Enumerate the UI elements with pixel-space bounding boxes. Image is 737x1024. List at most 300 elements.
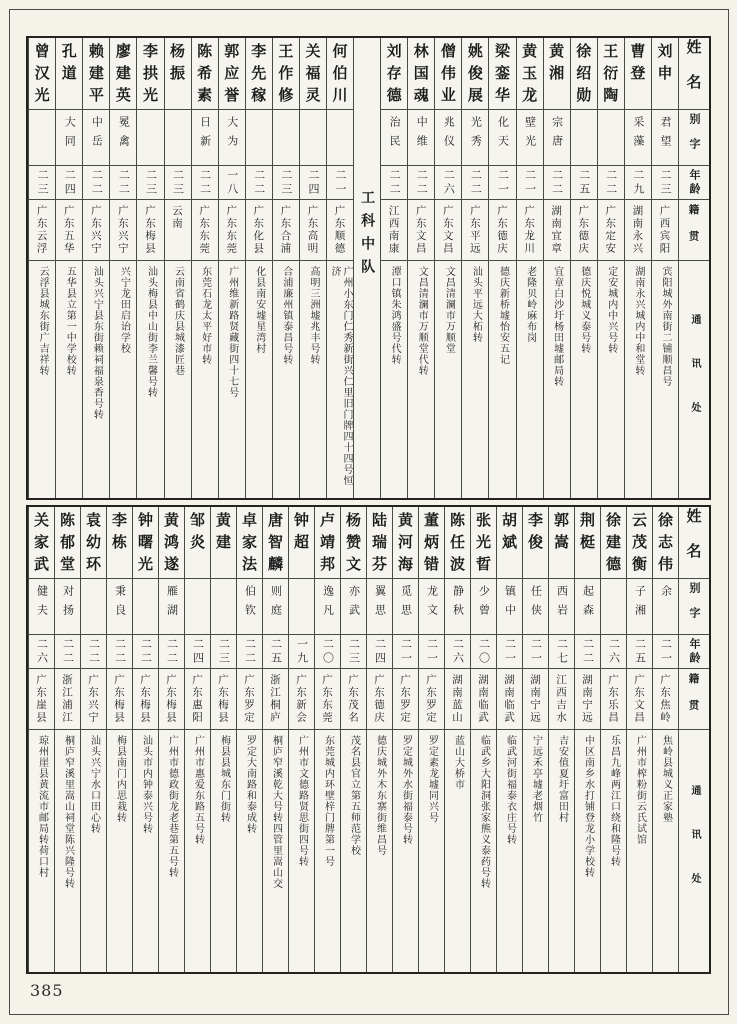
entry-name [445,507,470,579]
entry-address [523,730,548,972]
header-column [678,38,709,498]
entry-age [110,166,136,200]
entry-column [418,507,444,972]
entry-name [408,38,434,110]
entry-age-text: 二三 [658,168,672,197]
entry-age [393,635,418,669]
entry-age [81,635,106,669]
entry-name [367,507,392,579]
entry-native-place [211,669,236,730]
entry-column [314,507,340,972]
entry-column [132,507,158,972]
entry-name-text: 孔道 [59,43,78,87]
entry-alias [544,110,570,166]
entry-address-text: 湖南永兴城内中和堂转 [632,266,644,376]
entry-address-text: 文昌清澜市万顺堂 [443,266,455,354]
header-name-text: 姓名 [684,38,703,109]
entry-age [29,166,55,200]
entry-native-place-text: 广东德庆 [495,205,508,255]
entry-native-place-text: 广东合浦 [279,205,292,255]
entry-column [288,507,314,972]
entry-column [407,38,434,498]
entry-age-text: 一八 [225,168,239,197]
entry-native-place-text: 江西南康 [387,205,400,255]
entry-column [326,38,353,498]
entry-native-place [419,669,444,730]
entry-name-text: 王衍陶 [601,43,620,109]
entry-name [263,507,288,579]
entry-address-text: 高明三洲墟兆丰号转 [307,266,319,365]
entry-column [54,507,80,972]
entry-name-text: 徐志伟 [656,512,674,578]
entry-address-text: 老隆贝岭麻布岗 [524,266,536,343]
entry-name [55,507,80,579]
entry-name-text: 云茂衡 [630,512,648,578]
entry-alias [549,579,574,635]
entry-name-text: 荆梃 [578,512,596,556]
entry-age-text: 二六 [451,637,465,666]
entry-name-text: 胡斌 [500,512,518,556]
entry-alias [211,579,236,635]
entry-native-place-text: 湖南临武 [503,674,515,724]
entry-age-text: 二二 [243,637,257,666]
entry-name-text: 姚俊展 [465,43,484,109]
entry-native-place [300,200,326,261]
entry-age [133,635,158,669]
entry-alias [575,579,600,635]
entry-address [29,730,54,972]
entry-column [366,507,392,972]
entry-name [289,507,314,579]
entry-native-place-text: 湖南宁远 [529,674,541,724]
entry-age-text: 二一 [496,168,510,197]
header-address-text: 通讯处 [689,313,700,446]
entry-age-text: 二三 [144,168,158,197]
entry-name [83,38,109,110]
entry-alias [315,579,340,635]
header-native-place [679,669,709,730]
entry-address [289,730,314,972]
entry-address-text: 乐昌九峰两江口绕和隆号转 [608,735,620,867]
entry-alias [192,110,218,166]
entry-name-text: 林国魂 [411,43,430,109]
entry-native-place-text: 广东兴宁 [89,205,102,255]
entry-address [652,261,678,498]
entry-address-text: 广州维新路贤藏街四十七号 [226,266,238,398]
entry-name [419,507,444,579]
entry-name [549,507,574,579]
entry-age-text: 二五 [633,637,647,666]
entry-age-text: 二一 [425,637,439,666]
entry-alias [137,110,163,166]
entry-alias [29,579,54,635]
entry-name-text: 何伯川 [330,43,349,109]
entry-name [489,38,515,110]
entry-age [489,166,515,200]
entry-column [262,507,288,972]
entry-column [444,507,470,972]
entry-address-text: 桐庐窄溪乾大号转四管里嵩山交 [270,735,282,889]
entry-native-place-text: 广东梅县 [113,674,125,724]
entry-address [489,261,515,498]
entry-native-place-text: 广东东莞 [321,674,333,724]
entry-column [543,38,570,498]
entry-column [626,507,652,972]
entry-column [574,507,600,972]
entry-alias-text: 中岳 [90,116,104,154]
entry-age-text: 二一 [529,637,543,666]
entry-alias [523,579,548,635]
entry-name-text: 关家武 [32,512,50,578]
entry-age [575,635,600,669]
entry-column [570,38,597,498]
entry-age [627,635,652,669]
entry-name [246,38,272,110]
entry-address [315,730,340,972]
entry-native-place-text: 浙江桐庐 [269,674,281,724]
entry-native-place-text: 广东茂名 [347,674,359,724]
entry-name-text: 赖建平 [86,43,105,109]
entry-alias-text: 采藻 [631,116,645,154]
entry-address-text: 潭口镇朱鸿盛号代转 [389,266,401,365]
entry-native-place [159,669,184,730]
entry-name-text: 李先稼 [249,43,268,109]
entry-alias [159,579,184,635]
entry-alias-text: 则庭 [269,585,283,623]
entry-address [497,730,522,972]
entry-name-text: 郭嵩 [552,512,570,556]
entry-name [497,507,522,579]
entry-alias [133,579,158,635]
entry-address-text: 汕头梅县中山街李兰馨号转 [145,266,157,398]
entry-address-text: 梅县县城东门街转 [218,735,230,823]
entry-native-place [273,200,299,261]
entry-native-place-text: 广东龙川 [523,205,536,255]
entry-age-text: 二四 [63,168,77,197]
entry-native-place [137,200,163,261]
entry-address-text: 五华县立第一中学校转 [64,266,76,376]
entry-address [192,261,218,498]
entry-address [159,730,184,972]
entry-native-place-text: 广东德庆 [577,205,590,255]
entry-name-text: 董炳错 [422,512,440,578]
entry-address [653,730,678,972]
entry-alias-text: 西岩 [555,585,569,623]
entry-name [165,38,191,110]
entry-age [300,166,326,200]
entry-native-place-text: 广东乐昌 [607,674,619,724]
entry-name [300,38,326,110]
entry-alias [237,579,262,635]
entry-alias [601,579,626,635]
entry-native-place-text: 广东梅县 [143,205,156,255]
entry-alias [263,579,288,635]
entry-column [496,507,522,972]
header-address-text: 通讯处 [689,785,700,917]
entry-native-place-text: 广东崖县 [35,674,47,724]
entry-alias-text: 少曾 [477,585,491,623]
entry-age [327,166,353,200]
entry-address [133,730,158,972]
entry-address [300,261,326,498]
entry-native-place [192,200,218,261]
header-native-place-text: 籍贯 [687,203,700,257]
entry-native-place [625,200,651,261]
entry-alias [517,110,543,166]
entry-age-text: 二二 [198,168,212,197]
header-native-place [679,200,709,261]
entry-age-text: 二二 [388,168,402,197]
entry-address-text: 临武河街福泰衣庄号转 [504,735,516,845]
entry-native-place [497,669,522,730]
section-label-text: 工科中队 [359,190,376,282]
entry-name-text: 刘存德 [384,43,403,109]
entry-column [392,507,418,972]
entry-address [435,261,461,498]
entry-alias [625,110,651,166]
entry-native-place-text: 广东焦岭 [659,674,671,724]
entry-age-text: 二六 [442,168,456,197]
entry-native-place-text: 广东德庆 [373,674,385,724]
entry-name-text: 卓家法 [240,512,258,578]
entry-address [107,730,132,972]
entry-name [435,38,461,110]
entry-name [598,38,624,110]
header-alias-text: 别字 [688,581,701,632]
entry-native-place-text: 湖南蓝山 [451,674,463,724]
entry-column [109,38,136,498]
entry-name-text: 钟曙光 [136,512,154,578]
entry-native-place [517,200,543,261]
entry-address-text: 兴宁龙田启诒学校 [118,266,130,354]
entry-native-place-text: 广东文昌 [414,205,427,255]
entry-address-text: 罗定城外水街福泰号转 [400,735,412,845]
entry-native-place-text: 广东梅县 [217,674,229,724]
entry-native-place [185,669,210,730]
entry-name-text: 曾汉光 [32,43,51,109]
entry-alias [219,110,245,166]
entry-alias [300,110,326,166]
entry-address [237,730,262,972]
entry-alias [497,579,522,635]
entry-name [219,38,245,110]
entry-name [544,38,570,110]
entry-alias-text: 化天 [496,116,510,154]
entry-name-text: 郭应誉 [222,43,241,109]
entry-address [273,261,299,498]
entry-native-place [544,200,570,261]
entry-native-place-text: 云南 [171,205,184,230]
entry-alias-text: 亦武 [347,585,361,623]
entry-age-text: 二二 [581,637,595,666]
top-table [26,36,711,500]
entry-address-text: 汕头兴宁县东街赖祠福泉香号转 [91,266,103,420]
entry-age [29,635,54,669]
entry-age-text: 二二 [113,637,127,666]
entry-age [219,166,245,200]
entry-age-text: 二二 [139,637,153,666]
entry-native-place [435,200,461,261]
entry-address-text: 梅县南门内思栽转 [114,735,126,823]
entry-native-place-text: 湖南临武 [477,674,489,724]
entry-native-place [652,200,678,261]
entry-age-text: 二六 [607,637,621,666]
entry-address-text: 德庆城外木东寨街维昌号 [374,735,386,856]
entry-native-place-text: 广东定安 [604,205,617,255]
entry-alias-text: 秉良 [113,585,127,623]
entry-address [445,730,470,972]
entry-address-text: 汕头平远大柘转 [470,266,482,343]
entry-native-place-text: 湖南永兴 [631,205,644,255]
entry-name-text: 刘申 [655,43,674,87]
entry-address [137,261,163,498]
entry-address-text: 云浮县城东街广吉祥转 [37,266,49,376]
entry-native-place-text: 广东东莞 [225,205,238,255]
entry-native-place-text: 广东梅县 [139,674,151,724]
entry-alias [489,110,515,166]
entry-address-text: 宾阳城外南街二铺顺昌号 [659,266,671,387]
entry-alias [56,110,82,166]
entry-age [56,166,82,200]
entry-name-text: 黄河海 [396,512,414,578]
header-alias [679,579,709,635]
page-number: 385 [30,981,64,1000]
entry-column [516,38,543,498]
entry-age [598,166,624,200]
entry-name [185,507,210,579]
entry-address-text: 德庆新桥墟怡安五记 [497,266,509,365]
entry-address [601,730,626,972]
entry-alias [381,110,407,166]
entry-name [575,507,600,579]
entry-column [488,38,515,498]
entry-age [445,635,470,669]
entry-native-place [83,200,109,261]
entry-age [471,635,496,669]
entry-address [110,261,136,498]
entry-name-text: 杨振 [168,43,187,87]
entry-name-text: 袁幼环 [84,512,102,578]
entry-age [289,635,314,669]
entry-native-place [393,669,418,730]
entry-age-text: 二三 [171,168,185,197]
entry-name-text: 徐绍勋 [574,43,593,109]
entry-address-text: 宁远禾亭墟老烟竹 [530,735,542,823]
entry-native-place [133,669,158,730]
entry-column [106,507,132,972]
entry-address [393,730,418,972]
entry-native-place-text: 广东顺德 [333,205,346,255]
entry-alias [598,110,624,166]
entry-address-text: 罗定大南路和泰成转 [244,735,256,834]
entry-name-text: 陈希素 [195,43,214,109]
entry-name-text: 钟超 [292,512,310,556]
entry-alias-text: 君望 [658,116,672,154]
entry-native-place [29,669,54,730]
entry-native-place-text: 广西宾阳 [658,205,671,255]
entry-address [219,261,245,498]
entry-name [625,38,651,110]
entry-name-text: 黄湘 [547,43,566,87]
entry-native-place [571,200,597,261]
entry-native-place-text: 广东平远 [468,205,481,255]
entry-name-text: 陈郁堂 [58,512,76,578]
entry-address [625,261,651,498]
entry-column [245,38,272,498]
entry-alias [55,579,80,635]
entry-native-place [327,200,353,261]
entry-native-place-text: 江西吉水 [555,674,567,724]
entry-address-text: 广州市文德路贤思街四号转 [296,735,308,867]
entry-column [299,38,326,498]
entry-age-text: 二三 [347,637,361,666]
entry-address [517,261,543,498]
entry-name [29,38,55,110]
entry-address-text: 汕头兴宁水口田心转 [88,735,100,834]
entry-alias-text: 日新 [198,116,212,154]
entry-alias-text: 翼思 [373,585,387,623]
entry-name-text: 梁銮华 [492,43,511,109]
entry-name [601,507,626,579]
entry-age-text: 二九 [631,168,645,197]
entry-alias [83,110,109,166]
entry-column [651,38,678,498]
entry-age [419,635,444,669]
entry-native-place-text: 广东文昌 [441,205,454,255]
entry-alias-text: 雁湖 [165,585,179,623]
entry-alias-text: 觅思 [399,585,413,623]
header-age [679,166,709,200]
entry-age [246,166,272,200]
entry-name [159,507,184,579]
entry-column [470,507,496,972]
entry-age [137,166,163,200]
entry-native-place-text: 广东罗定 [243,674,255,724]
entry-column [184,507,210,972]
entry-age [462,166,488,200]
entry-address-text: 桐庐窄溪里嵩山祠堂陈兴隆号转 [62,735,74,889]
entry-age [549,635,574,669]
entry-name-text: 徐建德 [604,512,622,578]
entry-native-place [523,669,548,730]
entry-column [434,38,461,498]
entry-alias-text: 逸凡 [321,585,335,623]
entry-native-place-text: 广东兴宁 [87,674,99,724]
entry-name [327,38,353,110]
entry-name [462,38,488,110]
entry-name-text: 黄建 [214,512,232,556]
entry-alias-text: 龙文 [425,585,439,623]
header-name [679,507,709,579]
entry-address-text: 合浦廉州镇泰昌号转 [280,266,292,365]
entry-age-text: 二二 [252,168,266,197]
entry-name [107,507,132,579]
entry-name-text: 张光晢 [474,512,492,578]
entry-address-text: 东莞石龙太平好市转 [199,266,211,365]
entry-alias-text: 子湘 [633,585,647,623]
entry-address [419,730,444,972]
entry-name [81,507,106,579]
entry-age [83,166,109,200]
entry-name [237,507,262,579]
entry-age-text: 二六 [35,637,49,666]
entry-alias [327,110,353,166]
entry-age [652,166,678,200]
entry-alias-text: 镇中 [503,585,517,623]
entry-address-text: 茂名县官立第五师范学校 [348,735,360,856]
header-alias-text: 别字 [688,112,701,163]
entry-address [462,261,488,498]
